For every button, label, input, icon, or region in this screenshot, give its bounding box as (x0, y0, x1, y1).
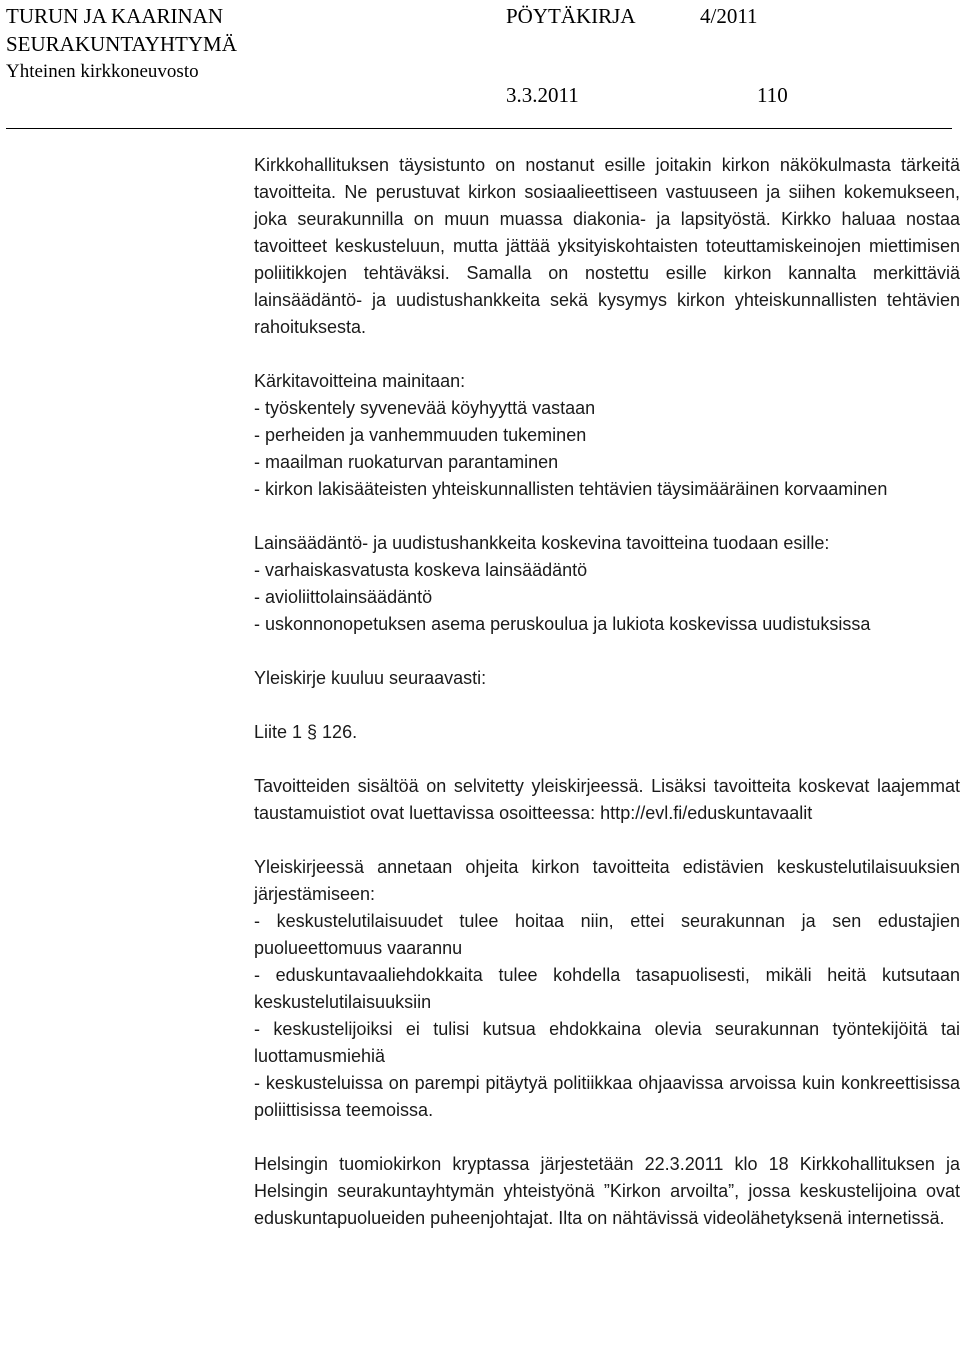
info-paragraph: Tavoitteiden sisältöä on selvitetty yleiskirjeessä. Lisäksi tavoitteita koskevat laajemmat taustamuistiot ovat luettavissa osoitteessa: http://evl.fi/eduskuntavaalit (254, 776, 960, 823)
org-unit: Yhteinen kirkkoneuvosto (6, 61, 199, 82)
guidance-item: - eduskuntavaaliehdokkaita tulee kohdella tasapuolisesti, mikäli heitä kutsutaan keskustelutilaisuuksiin (254, 965, 960, 1012)
goals-heading: Kärkitavoitteina mainitaan: (254, 371, 466, 391)
meeting-date: 3.3.2011 (506, 83, 579, 107)
org-name-line1: TURUN JA KAARINAN (6, 4, 224, 28)
document-body (254, 152, 960, 1232)
guidance-item: - keskustelutilaisuudet tulee hoitaa niin, ettei seurakunnan ja sen edustajien puolueettomuus vaarannu (254, 911, 960, 958)
legislation-item: - uskonnonopetuksen asema peruskoulua ja lukiota koskevissa uudistuksissa (254, 614, 871, 634)
org-name-line2: SEURAKUNTAYHTYMÄ (6, 32, 237, 56)
goal-item: - työskentely syvenevää köyhyyttä vastaan (254, 398, 596, 418)
goal-item: - maailman ruokaturvan parantaminen (254, 452, 559, 472)
document-number: 4/2011 (700, 4, 758, 28)
page-number: 110 (757, 83, 788, 107)
goal-item: - kirkon lakisääteisten yhteiskunnallisten tehtävien täysimääräinen korvaaminen (254, 479, 888, 499)
letter-intro: Yleiskirje kuuluu seuraavasti: (254, 668, 487, 688)
legislation-item: - varhaiskasvatusta koskeva lainsäädäntö (254, 560, 588, 580)
document-type: PÖYTÄKIRJA (506, 4, 636, 28)
goal-item: - perheiden ja vanhemmuuden tukeminen (254, 425, 587, 445)
guidance-item: - keskusteluissa on parempi pitäytyä politiikkaa ohjaavissa arvoissa kuin konkreettisissa poliittisissa teemoissa. (254, 1073, 960, 1120)
intro-paragraph: Kirkkohallituksen täysistunto on nostanut esille joitakin kirkon näkökulmasta tärkeitä tavoitteita. Ne perustuvat kirkon sosiaalieettiseen vastuuseen ja siihen kokemukseen, joka seurakunnilla on muun muassa diakonia- ja lapsityöstä. Kirkko haluaa nostaa tavoitteet keskusteluun, mutta jättää yksityiskohtaisten toteuttamiskeinojen miettimisen poliitikkojen tehtäväksi. Samalla on nostettu esille kirkon kannalta merkittäviä lainsäädäntö- ja uudistushankkeita sekä kysymys kirkon yhteiskunnallisten tehtävien rahoituksesta. (254, 155, 960, 337)
closing-paragraph: Helsingin tuomiokirkon kryptassa järjestetään 22.3.2011 klo 18 Kirkkohallituksen ja Helsingin seurakuntayhtymän yhteistyönä ”Kirkon arvoilta”, jossa keskustelijoina ovat eduskuntapuolueiden puheenjohtajat. Ilta on nähtävissä videolähetyksenä internetissä. (254, 1154, 960, 1228)
attachment-reference: Liite 1 § 126. (254, 722, 358, 742)
legislation-item: - avioliittolainsäädäntö (254, 587, 433, 607)
guidance-item: - keskustelijoiksi ei tulisi kutsua ehdokkaina olevia seurakunnan työntekijöitä tai luottamusmiehiä (254, 1019, 960, 1066)
legislation-heading: Lainsäädäntö- ja uudistushankkeita koskevina tavoitteina tuodaan esille: (254, 533, 830, 553)
header-rule (6, 128, 952, 129)
guidance-heading: Yleiskirjeessä annetaan ohjeita kirkon tavoitteita edistävien keskustelutilaisuuksien järjestämiseen: (254, 857, 960, 904)
